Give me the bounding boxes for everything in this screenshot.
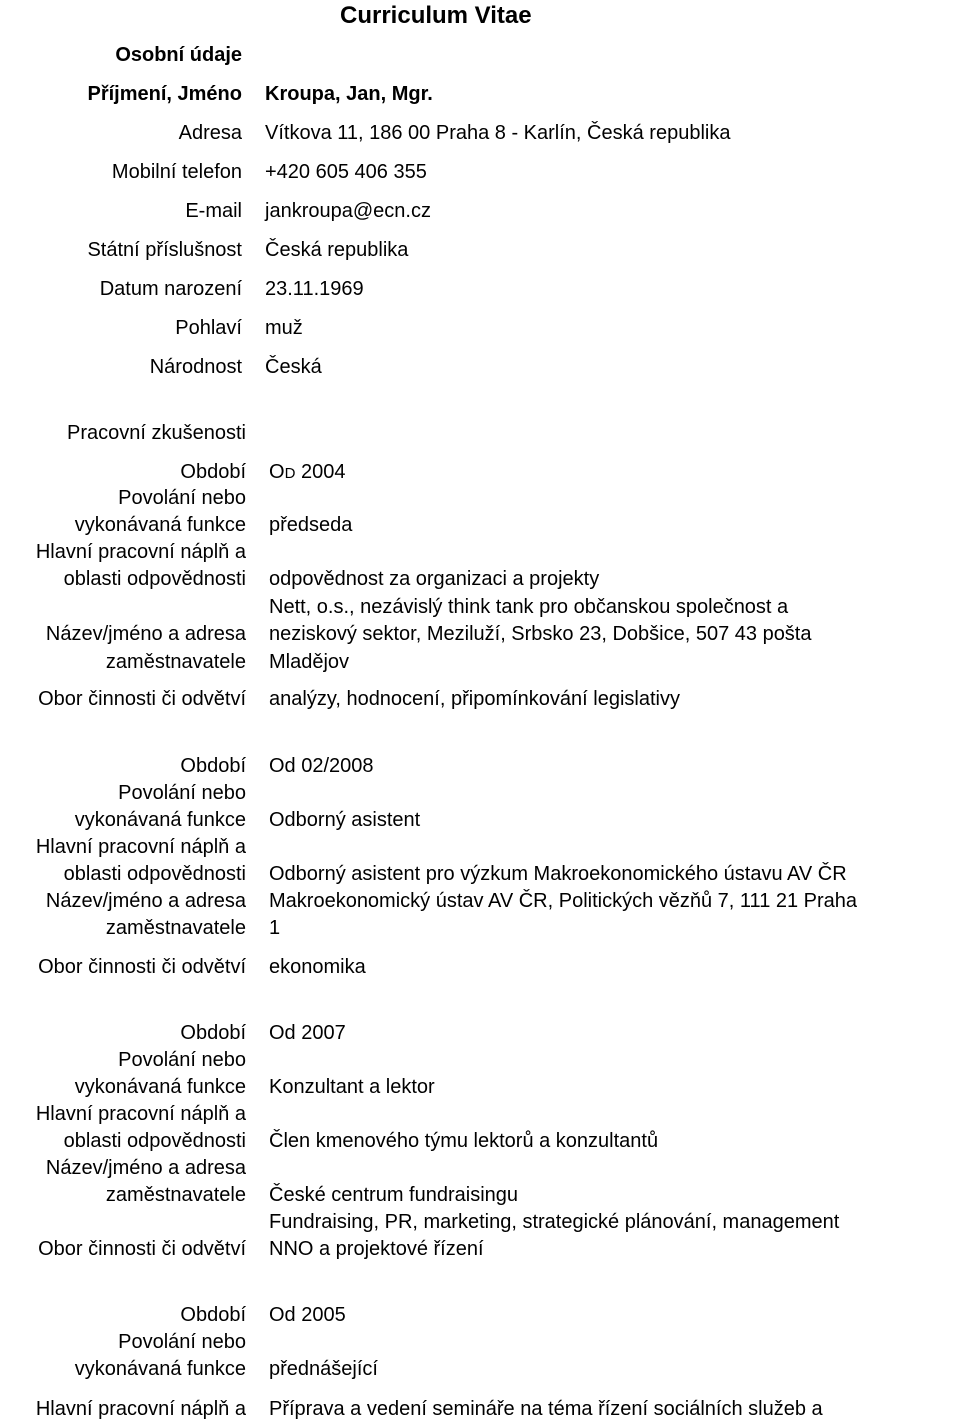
value-duties: odpovědnost za organizaci a projekty xyxy=(269,568,600,590)
label-duties-2: oblasti odpovědnosti xyxy=(63,568,246,590)
label-duties-1: Hlavní pracovní náplň a xyxy=(35,541,246,563)
value-name: Kroupa, Jan, Mgr. xyxy=(265,83,433,105)
label-field: Obor činnosti či odvětví xyxy=(38,688,246,710)
value-role: předseda xyxy=(269,514,353,536)
value-role: přednášející xyxy=(269,1358,378,1380)
label-employer-1: Název/jméno a adresa xyxy=(45,890,246,912)
label-employer-1: Název/jméno a adresa xyxy=(45,623,246,645)
value-duties: Odborný asistent pro výzkum Makroekonomického ústavu AV ČR xyxy=(269,863,847,885)
label-role-1: Povolání nebo xyxy=(118,1049,246,1071)
value-period: OD 2004 xyxy=(269,461,346,483)
value-field: analýzy, hodnocení, připomínkování legislativy xyxy=(269,688,680,710)
value-phone: +420 605 406 355 xyxy=(265,161,427,183)
label-period: Období xyxy=(180,755,246,777)
label-nationality: Národnost xyxy=(149,356,242,378)
value-field-line-1: Fundraising, PR, marketing, strategické plánování, management xyxy=(269,1211,840,1233)
label-role-1: Povolání nebo xyxy=(118,487,246,509)
label-period: Období xyxy=(180,1304,246,1326)
value-period: Od 2005 xyxy=(269,1304,346,1326)
label-address: Adresa xyxy=(178,122,242,144)
value-duties: Člen kmenového týmu lektorů a konzultantů xyxy=(269,1130,659,1152)
value-citizenship: Česká republika xyxy=(265,239,409,261)
value-role: Odborný asistent xyxy=(269,809,421,831)
label-period: Období xyxy=(180,461,246,483)
work-heading: Pracovní zkušenosti xyxy=(67,422,246,444)
label-employer-2: zaměstnavatele xyxy=(105,651,246,673)
value-address: Vítkova 11, 186 00 Praha 8 - Karlín, Česká republika xyxy=(265,122,731,144)
value-field-line-2: NNO a projektové řízení xyxy=(269,1238,484,1260)
label-role-2: vykonávaná funkce xyxy=(74,809,246,831)
value-nationality: Česká xyxy=(265,356,322,378)
value-employer-line-1: Makroekonomický ústav AV ČR, Politických vězňů 7, 111 21 Praha xyxy=(269,890,858,912)
label-name: Příjmení, Jméno xyxy=(87,83,242,105)
label-role-1: Povolání nebo xyxy=(118,782,246,804)
value-email[interactable]: jankroupa@ecn.cz xyxy=(265,200,431,222)
label-field: Obor činnosti či odvětví xyxy=(38,956,246,978)
label-duties-1: Hlavní pracovní náplň a xyxy=(35,836,246,858)
label-role-2: vykonávaná funkce xyxy=(74,1076,246,1098)
label-period: Období xyxy=(180,1022,246,1044)
value-duties: Příprava a vedení semináře na téma řízení sociálních služeb a xyxy=(269,1398,823,1420)
value-field: ekonomika xyxy=(269,956,366,978)
personal-heading: Osobní údaje xyxy=(115,44,242,66)
label-birthdate: Datum narození xyxy=(99,278,242,300)
label-duties-2: oblasti odpovědnosti xyxy=(63,863,246,885)
value-employer-line-3: Mladějov xyxy=(269,651,350,673)
label-employer-1: Název/jméno a adresa xyxy=(45,1157,246,1179)
value-employer: České centrum fundraisingu xyxy=(269,1184,519,1206)
label-employer-2: zaměstnavatele xyxy=(105,917,246,939)
value-period: Od 02/2008 xyxy=(269,755,374,777)
label-sex: Pohlaví xyxy=(175,317,242,339)
value-role: Konzultant a lektor xyxy=(269,1076,435,1098)
label-field: Obor činnosti či odvětví xyxy=(38,1238,246,1260)
value-birthdate: 23.11.1969 xyxy=(265,278,364,300)
label-duties-1: Hlavní pracovní náplň a xyxy=(35,1103,246,1125)
value-period: Od 2007 xyxy=(269,1022,346,1044)
value-sex: muž xyxy=(265,317,303,339)
label-email: E-mail xyxy=(185,200,242,222)
label-citizenship: Státní příslušnost xyxy=(87,239,242,261)
label-duties-1: Hlavní pracovní náplň a xyxy=(35,1398,246,1420)
value-employer-line-2: 1 xyxy=(269,917,281,939)
label-role-2: vykonávaná funkce xyxy=(74,1358,246,1380)
label-employer-2: zaměstnavatele xyxy=(105,1184,246,1206)
label-role-2: vykonávaná funkce xyxy=(74,514,246,536)
value-employer-line-2: neziskový sektor, Meziluží, Srbsko 23, Dobšice, 507 43 pošta xyxy=(269,623,812,645)
label-duties-2: oblasti odpovědnosti xyxy=(63,1130,246,1152)
value-employer-line-1: Nett, o.s., nezávislý think tank pro občanskou společnost a xyxy=(269,596,789,618)
label-role-1: Povolání nebo xyxy=(118,1331,246,1353)
page-title: Curriculum Vitae xyxy=(340,2,532,29)
label-phone: Mobilní telefon xyxy=(111,161,242,183)
